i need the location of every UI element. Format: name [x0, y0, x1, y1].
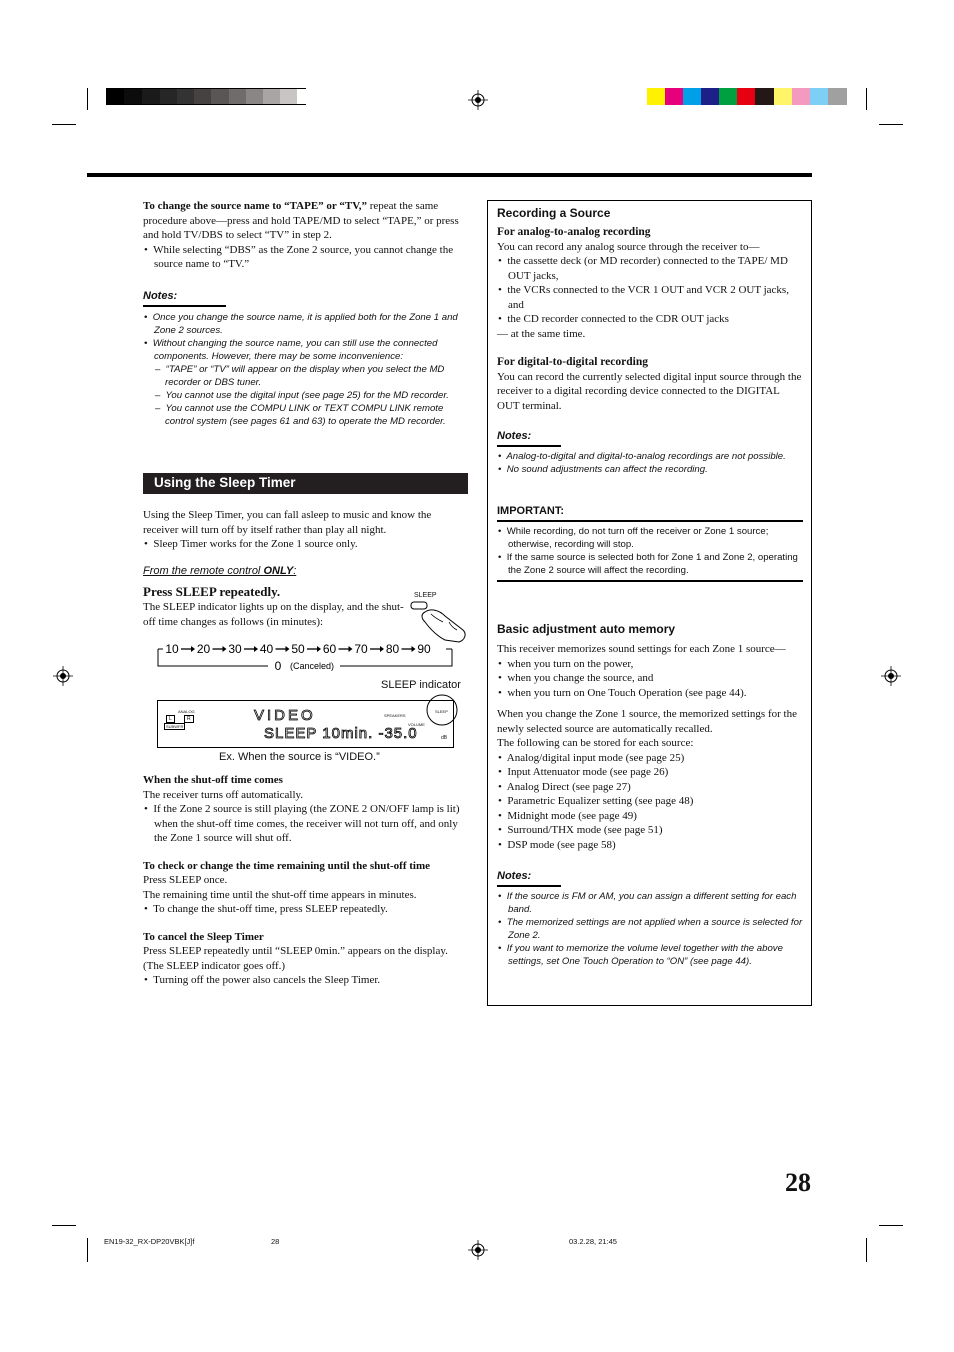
- display-sleep-indicator: SLEEP: [435, 709, 448, 714]
- note-item: [143, 337, 468, 363]
- color-swatch: [194, 89, 211, 104]
- sequence-value: 30: [228, 642, 242, 656]
- memory-text: This receiver memorizes sound settings for each Zone 1 source—: [497, 643, 786, 655]
- sleep-indicator-circle: [424, 692, 460, 728]
- sequence-value: 70: [354, 642, 368, 656]
- display-caption: Ex. When the source is “VIDEO.”: [219, 751, 380, 763]
- sequence-arrowhead: [286, 646, 290, 652]
- cancel-bullet-text: Turning off the power also cancels the Sleep Timer.: [153, 974, 381, 986]
- footer-file: EN19-32_RX-DP20VBK[J]f: [104, 1237, 195, 1246]
- rec-notes-heading: [497, 426, 561, 447]
- display-subwfr-indicator: SUBWFR: [166, 724, 184, 729]
- sequence-arrowhead: [317, 646, 321, 652]
- color-swatch: [107, 89, 124, 104]
- crop-mark: [87, 1238, 88, 1262]
- bullet-mark: •: [498, 672, 508, 684]
- sleep-heading-text: Using the Sleep Timer: [154, 475, 296, 490]
- color-swatch: [828, 88, 847, 105]
- sequence-arrowhead: [349, 646, 353, 652]
- shutoff-heading: When the shut-off time comes: [143, 774, 283, 786]
- analog-text: You can record any analog source through the receiver to—: [497, 240, 760, 253]
- stored-bullet: [497, 794, 803, 809]
- stored-bullet: [497, 765, 803, 780]
- registration-mark-icon: [468, 1240, 488, 1260]
- notes-heading: [143, 286, 226, 307]
- memory-text3: The following can be stored for each source:: [497, 737, 694, 749]
- top-rule: [87, 173, 812, 177]
- remote-only-emph: ONLY: [263, 565, 294, 577]
- bullet-mark: •: [498, 751, 507, 764]
- mem-note-text: The memorized settings are not applied when a source is selected for Zone 2.: [506, 917, 803, 941]
- footer-page: 28: [271, 1237, 280, 1246]
- stored-bullets: [497, 751, 803, 853]
- important-item-text: While recording, do not turn off the receiver or Zone 1 source; otherwise, recording will stop.: [506, 526, 769, 550]
- bullet-mark: •: [498, 657, 508, 670]
- color-swatch: [246, 89, 263, 104]
- footer-date: 03.2.28, 21:45: [569, 1237, 617, 1246]
- display-r-indicator: R: [184, 715, 194, 723]
- digital-text: You can record the currently selected digital input source through the receiver to a digital recording device connected to the DIGITAL OUT terminal.: [497, 370, 802, 412]
- stored-bullet: [497, 823, 803, 838]
- stored-bullet: [497, 809, 803, 824]
- crop-mark: [52, 1225, 76, 1226]
- cancel-text: Press SLEEP repeatedly until “SLEEP 0min.” appears on the display. (The SLEEP indicator goes off.): [143, 945, 448, 972]
- analog-bullet-text: the cassette deck (or MD recorder) connected to the TAPE/ MD OUT jacks,: [507, 255, 788, 282]
- color-swatch: [683, 88, 701, 105]
- check-bullet-text: To change the shut-off time, press SLEEP repeatedly.: [153, 903, 388, 915]
- color-swatch: [211, 89, 229, 104]
- rec-note-text: No sound adjustments can affect the recording.: [506, 464, 708, 475]
- analog-bullet: [497, 254, 803, 283]
- memory-bullet: [497, 657, 803, 672]
- color-swatch: [719, 88, 737, 105]
- bullet-mark: –: [155, 402, 166, 414]
- registration-mark-icon: [53, 666, 73, 686]
- analog-heading: For analog-to-analog recording: [497, 226, 651, 238]
- display-volume-indicator: VOLUME: [408, 722, 425, 727]
- digital-heading: For digital-to-digital recording: [497, 356, 648, 368]
- important-list: [497, 525, 803, 582]
- sleep-indicator-label: SLEEP indicator: [381, 679, 461, 691]
- crop-mark: [879, 1225, 903, 1226]
- analog-bullet: [497, 283, 803, 312]
- bullet-mark: •: [144, 311, 153, 323]
- rec-note: [497, 450, 803, 463]
- sleep-intro-block: [143, 508, 468, 552]
- sequence-zero: 0: [274, 659, 282, 673]
- sequence-arrowhead: [254, 646, 258, 652]
- important-item: [497, 551, 803, 577]
- sleep-button-hand-icon: [405, 600, 471, 644]
- display-unit: dB: [441, 735, 448, 741]
- stored-bullet-text: Surround/THX mode (see page 51): [507, 824, 663, 836]
- memory-heading: Basic adjustment auto memory: [497, 622, 676, 636]
- stored-bullet: [497, 838, 803, 853]
- note-text: You cannot use the digital input (see page 25) for the MD recorder.: [165, 389, 449, 401]
- bullet-mark: •: [498, 686, 508, 699]
- sequence-value: 20: [196, 642, 211, 656]
- stored-bullet-text: DSP mode (see page 58): [507, 838, 616, 851]
- rec-notes-title: Notes:: [497, 430, 532, 442]
- mem-note-text: If the source is FM or AM, you can assign a different setting for each band.: [506, 891, 797, 915]
- mem-notes-title: Notes:: [497, 870, 532, 882]
- mem-note-text: If you want to memorize the volume level together with the above settings, set One Touch Operation to “ON” (see page 44).: [506, 943, 783, 967]
- important-item-text: If the same source is selected both for Zone 1 and Zone 2, operating the Zone 2 source will affect the recording.: [506, 552, 798, 576]
- bullet-mark: •: [498, 451, 507, 462]
- analog-tail: — at the same time.: [497, 327, 586, 340]
- stored-bullet-text: Analog/digital input mode (see page 25): [506, 751, 685, 764]
- stored-bullet: [497, 751, 803, 766]
- display-line2: SLEEP 10min. -35.0: [264, 725, 418, 742]
- sleep-button-label: SLEEP: [414, 592, 437, 599]
- rec-note: [497, 463, 803, 476]
- analog-bullet: [497, 312, 803, 327]
- important-heading: [497, 501, 803, 522]
- note-item: [143, 402, 468, 428]
- sleep-intro-bullet-text: Sleep Timer works for the Zone 1 source only.: [153, 538, 358, 550]
- color-swatch: [774, 88, 792, 105]
- right-column-box: [487, 200, 812, 1006]
- bullet-mark: –: [155, 363, 166, 375]
- note-item: [143, 311, 468, 337]
- intro-lead: To change the source name to “TAPE” or “TV,”: [143, 200, 367, 212]
- sequence-arrowhead: [412, 646, 416, 652]
- color-swatch: [280, 89, 297, 104]
- mem-note: [497, 916, 803, 942]
- shutoff-text: The receiver turns off automatically.: [143, 788, 304, 801]
- memory-text2: When you change the Zone 1 source, the memorized settings for the newly selected source are automatically recalled.: [497, 708, 797, 735]
- memory-bullets: [497, 657, 803, 701]
- notes-list: [143, 311, 468, 428]
- left-column: [143, 199, 468, 428]
- analog-bullet-text: the VCRs connected to the VCR 1 OUT and VCR 2 OUT jacks, and: [507, 284, 789, 311]
- intro-bullet-text: While selecting “DBS” as the Zone 2 source, you cannot change the source name to “TV.”: [153, 243, 454, 270]
- analog-bullet-text: the CD recorder connected to the CDR OUT jacks: [507, 313, 729, 325]
- intro-bullet: • While selecting “DBS” as the Zone 2 source, you cannot change the source name to “TV.”: [144, 243, 454, 270]
- rec-note-text: Analog-to-digital and digital-to-analog recordings are not possible.: [506, 451, 786, 462]
- display-l-indicator: L: [166, 715, 175, 723]
- note-text: “TAPE” or “TV” will appear on the display when you select the MD recorder or DBS tuner.: [165, 363, 445, 388]
- memory-bullet-text: when you turn on the power,: [507, 657, 634, 670]
- mem-notes-heading: [497, 866, 561, 887]
- notes-title: Notes:: [143, 289, 178, 302]
- intro-paragraph: [143, 199, 468, 243]
- sleep-intro-bullet: • Sleep Timer works for the Zone 1 source only.: [144, 538, 358, 550]
- mem-notes-list: [497, 890, 803, 968]
- shutoff-bullet: • If the Zone 2 source is still playing (the ZONE 2 ON/OFF lamp is lit) when the shut-off time comes, the receiver will not turn off, and only the Zone 1 source will shut off.: [144, 803, 460, 844]
- sleep-details-block: [143, 773, 468, 988]
- important-title: IMPORTANT:: [497, 505, 565, 517]
- bullet-mark: •: [498, 824, 508, 836]
- sequence-value: 90: [417, 642, 431, 656]
- sequence-value: 50: [291, 642, 305, 656]
- bullet-mark: •: [498, 809, 508, 822]
- color-swatch: [142, 89, 160, 104]
- stored-bullet-text: Input Attenuator mode (see page 26): [507, 766, 669, 778]
- color-swatch: [263, 89, 280, 104]
- crop-mark: [866, 1238, 867, 1262]
- check-text1: Press SLEEP once.: [143, 874, 228, 886]
- crop-mark: [87, 88, 88, 110]
- press-sleep-heading: Press SLEEP repeatedly.: [143, 584, 281, 599]
- stored-bullet-text: Analog Direct (see page 27): [506, 780, 631, 793]
- mem-note: [497, 890, 803, 916]
- intro-rest: repeat the same procedure above—press and hold TAPE/MD to select “TAPE,” or press and hold TV/DBS to select “TV” in step 2.: [143, 200, 459, 241]
- mem-note: [497, 942, 803, 968]
- sequence-arrowhead: [223, 646, 227, 652]
- color-swatch: [737, 88, 755, 105]
- shutoff-bullet-text: If the Zone 2 source is still playing (the ZONE 2 ON/OFF lamp is lit) when the shut-off time comes, the receiver will not turn off, and only the Zone 1 source will shut off.: [153, 803, 460, 844]
- bullet-mark: •: [498, 891, 507, 902]
- grayscale-color-bar: [106, 88, 306, 105]
- memory-bullet-text: when you turn on One Touch Operation (see page 44).: [507, 686, 747, 699]
- color-swatch: [792, 88, 810, 105]
- bullet-mark: •: [498, 284, 508, 296]
- color-swatch: [810, 88, 828, 105]
- analog-bullets: [497, 254, 803, 327]
- sequence-arrowhead: [191, 646, 195, 652]
- color-swatch: [755, 88, 774, 105]
- memory-bullet: [497, 671, 803, 686]
- remote-only-pre: From the remote control: [143, 565, 264, 577]
- rec-notes-list: [497, 450, 803, 476]
- check-heading: To check or change the time remaining until the shut-off time: [143, 859, 431, 872]
- bullet-mark: •: [498, 838, 508, 851]
- sleep-intro: Using the Sleep Timer, you can fall asleep to music and know the receiver will turn off by itself rather than play all night.: [143, 509, 432, 536]
- sequence-arrowhead: [380, 646, 384, 652]
- note-text: Once you change the source name, it is applied both for the Zone 1 and Zone 2 sources.: [152, 311, 458, 336]
- sequence-value: 40: [259, 642, 274, 656]
- bullet-mark: •: [498, 313, 508, 325]
- sleep-sequence-diagram: [150, 640, 460, 676]
- bullet-mark: •: [498, 917, 507, 928]
- memory-bullet-text: when you change the source, and: [507, 672, 654, 684]
- color-swatch: [229, 89, 246, 104]
- registration-mark-icon: [468, 90, 488, 110]
- note-text: Without changing the source name, you can still use the connected components. However, there may be some inconvenience:: [152, 337, 438, 362]
- color-swatch: [647, 88, 665, 105]
- cancel-heading: To cancel the Sleep Timer: [143, 930, 264, 943]
- page-number: 28: [785, 1168, 811, 1197]
- color-swatch: [124, 89, 142, 104]
- crop-mark: [52, 124, 76, 125]
- note-item: [143, 363, 468, 389]
- cancel-bullet: • Turning off the power also cancels the Sleep Timer.: [144, 974, 381, 986]
- remote-only-post: :: [293, 565, 297, 577]
- color-swatch: [177, 89, 194, 104]
- sequence-value: 60: [322, 642, 337, 656]
- sequence-value: 80: [385, 642, 400, 656]
- color-swatch: [297, 89, 315, 104]
- right-column-content: [497, 206, 803, 968]
- registration-mark-icon: [881, 666, 901, 686]
- note-text: You cannot use the COMPU LINK or TEXT COMPU LINK remote control system (see pages 61 and 63) to operate the MD recorder.: [165, 402, 446, 427]
- stored-bullet-text: Parametric Equalizer setting (see page 48): [507, 795, 694, 807]
- bullet-mark: •: [498, 464, 507, 475]
- recording-heading: Recording a Source: [497, 206, 611, 220]
- crop-mark: [866, 88, 867, 110]
- memory-bullet: [497, 686, 803, 701]
- bullet-mark: •: [144, 337, 153, 349]
- display-analog-indicator: ANALOG: [178, 709, 195, 714]
- crop-mark: [879, 124, 903, 125]
- press-sleep-desc: The SLEEP indicator lights up on the display, and the shut-off time changes as follows (in minutes):: [143, 601, 404, 628]
- sequence-canceled: (Canceled): [289, 661, 335, 671]
- section-heading-sleep-timer: [143, 473, 468, 494]
- bullet-mark: •: [498, 766, 508, 778]
- bullet-mark: •: [498, 255, 508, 267]
- check-bullet: • To change the shut-off time, press SLEEP repeatedly.: [144, 903, 388, 915]
- bullet-mark: •: [498, 795, 508, 807]
- stored-bullet: [497, 780, 803, 795]
- color-swatch: [701, 88, 719, 105]
- sequence-value: 10: [165, 642, 179, 656]
- check-text2: The remaining time until the shut-off time appears in minutes.: [143, 888, 417, 901]
- display-line1: VIDEO: [254, 707, 316, 724]
- bullet-mark: •: [498, 943, 507, 954]
- bullet-mark: •: [498, 552, 507, 563]
- stored-bullet-text: Midnight mode (see page 49): [507, 809, 637, 822]
- color-swatch: [665, 88, 683, 105]
- display-speakers-indicator: SPEAKERS: [384, 713, 406, 718]
- remote-only-label: [143, 565, 296, 577]
- process-color-bar: [647, 88, 849, 105]
- important-item: [497, 525, 803, 551]
- note-item: [143, 389, 468, 402]
- bullet-mark: –: [155, 389, 166, 401]
- display-illustration: [157, 700, 454, 748]
- bullet-mark: •: [498, 780, 507, 793]
- bullet-mark: •: [498, 526, 507, 537]
- color-swatch: [160, 89, 177, 104]
